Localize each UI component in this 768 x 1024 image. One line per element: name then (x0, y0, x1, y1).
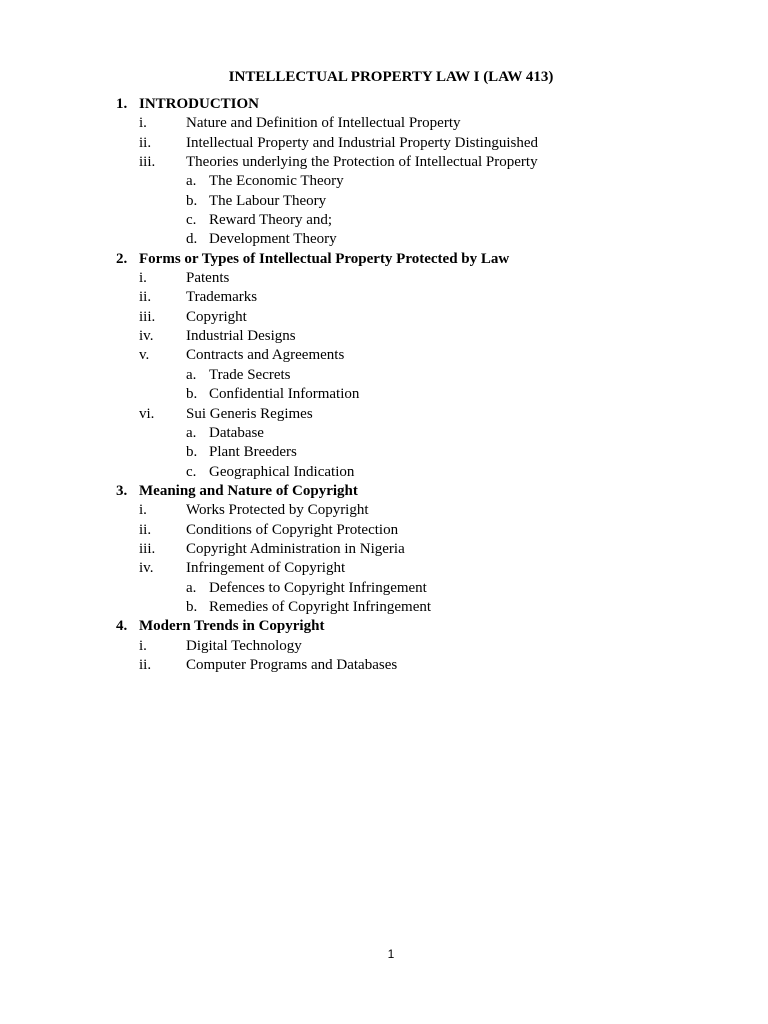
outline-text: Remedies of Copyright Infringement (209, 598, 432, 615)
outline-text: Confidential Information (209, 386, 360, 403)
outline-marker: ii. (139, 289, 152, 306)
outline-text: INTRODUCTION (139, 96, 260, 112)
outline-marker: ii. (139, 656, 152, 673)
outline-line (0, 192, 768, 211)
outline-marker: a. (186, 366, 197, 383)
outline-marker: i. (139, 270, 147, 287)
outline-line (0, 521, 768, 540)
outline-text: Trademarks (186, 289, 258, 306)
outline-marker: 2. (116, 250, 128, 267)
outline-line (0, 656, 768, 675)
outline-line (0, 134, 768, 153)
outline-text: Defences to Copyright Infringement (209, 579, 427, 596)
outline-text: Nature and Definition of Intellectual Property (186, 115, 461, 132)
document-title: INTELLECTUAL PROPERTY LAW I (LAW 413) (228, 69, 554, 85)
outline-text: The Labour Theory (209, 192, 327, 209)
outline-marker: i. (139, 115, 147, 132)
outline-marker: b. (186, 598, 198, 615)
outline-line (0, 559, 768, 578)
course-outline (0, 95, 768, 675)
outline-marker: 3. (116, 482, 128, 499)
outline-line (0, 385, 768, 404)
outline-line (0, 172, 768, 191)
outline-marker: b. (186, 444, 198, 461)
outline-line (0, 211, 768, 230)
outline-line (0, 288, 768, 307)
outline-marker: b. (186, 192, 198, 209)
outline-line (0, 617, 768, 636)
outline-marker: 1. (116, 96, 128, 112)
outline-marker: i. (139, 637, 147, 654)
outline-text: Sui Generis Regimes (186, 405, 313, 422)
outline-marker: i. (139, 502, 147, 519)
outline-text: Conditions of Copyright Protection (186, 521, 399, 538)
outline-line (0, 501, 768, 520)
outline-marker: iii. (139, 308, 156, 325)
outline-marker: v. (139, 347, 150, 364)
outline-line (0, 540, 768, 559)
outline-text: The Economic Theory (209, 173, 344, 190)
outline-text: Trade Secrets (209, 366, 291, 383)
outline-marker: 4. (116, 618, 128, 635)
outline-line (0, 579, 768, 598)
outline-text: Theories underlying the Protection of Intellectual Property (186, 154, 538, 171)
outline-marker: ii. (139, 134, 152, 151)
outline-text: Patents (186, 270, 230, 287)
outline-text: Intellectual Property and Industrial Property Distinguished (186, 134, 539, 151)
outline-marker: a. (186, 579, 197, 596)
outline-text: Meaning and Nature of Copyright (139, 482, 358, 499)
outline-marker: vi. (139, 405, 155, 422)
outline-text: Copyright (186, 308, 247, 325)
outline-line (0, 153, 768, 172)
outline-line (0, 346, 768, 365)
outline-line (0, 366, 768, 385)
outline-text: Database (209, 424, 264, 441)
outline-line (0, 463, 768, 482)
outline-marker: iii. (139, 540, 156, 557)
outline-marker: iv. (139, 560, 154, 577)
outline-text: Plant Breeders (209, 444, 297, 461)
outline-marker: iii. (139, 154, 156, 171)
outline-marker: c. (186, 212, 197, 229)
outline-marker: ii. (139, 521, 152, 538)
outline-text: Contracts and Agreements (186, 347, 345, 364)
outline-marker: a. (186, 424, 197, 441)
outline-text: Modern Trends in Copyright (139, 618, 325, 635)
outline-line (0, 327, 768, 346)
outline-text: Infringement of Copyright (186, 560, 346, 577)
outline-line (0, 95, 768, 114)
outline-line (0, 405, 768, 424)
outline-line (0, 482, 768, 501)
outline-text: Works Protected by Copyright (186, 502, 369, 519)
outline-line (0, 250, 768, 269)
outline-marker: b. (186, 386, 198, 403)
outline-marker: c. (186, 463, 197, 480)
outline-text: Industrial Designs (186, 328, 296, 345)
outline-text: Forms or Types of Intellectual Property Protected by Law (139, 250, 510, 267)
outline-text: Reward Theory and; (209, 212, 333, 229)
outline-line (0, 598, 768, 617)
outline-text: Geographical Indication (209, 463, 355, 480)
outline-line (0, 308, 768, 327)
page-number: 1 (387, 947, 395, 961)
outline-line (0, 114, 768, 133)
outline-text: Computer Programs and Databases (186, 656, 398, 673)
outline-text: Copyright Administration in Nigeria (186, 540, 405, 557)
outline-marker: iv. (139, 328, 154, 345)
outline-marker: d. (186, 231, 198, 248)
outline-line (0, 637, 768, 656)
outline-line (0, 269, 768, 288)
outline-marker: a. (186, 173, 197, 190)
outline-text: Development Theory (209, 231, 337, 248)
outline-line (0, 443, 768, 462)
outline-line (0, 424, 768, 443)
outline-line (0, 230, 768, 249)
outline-text: Digital Technology (186, 637, 302, 654)
